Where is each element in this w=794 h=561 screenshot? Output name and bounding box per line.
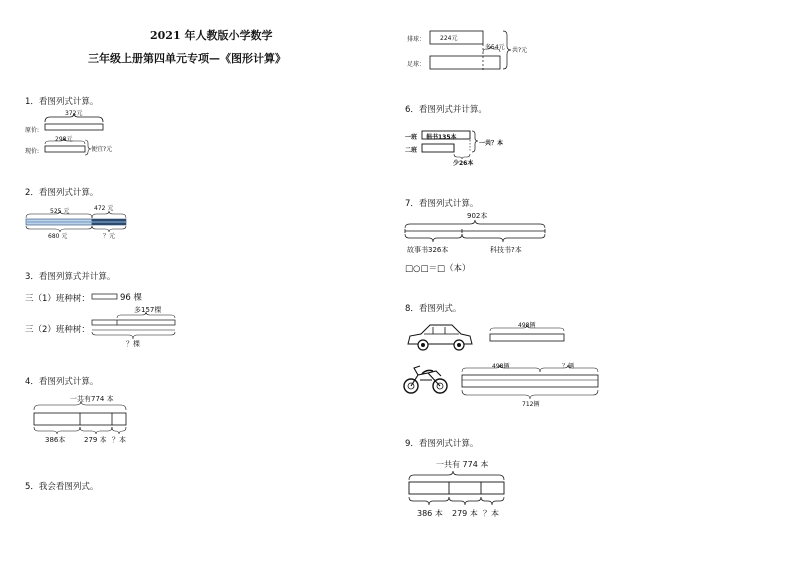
q6-row1: 一班 bbox=[405, 134, 418, 141]
q3-row2: 三（2）班种树： bbox=[25, 325, 90, 335]
q1-prompt: 1．看图列式计算。 bbox=[25, 97, 99, 107]
q7-prompt: 7．看图列式计算。 bbox=[405, 199, 479, 209]
q8-label-a: 498辆 bbox=[492, 363, 510, 370]
q4-total: 一共有774 本 bbox=[70, 395, 114, 403]
q9-label-a: 386 本 bbox=[417, 509, 443, 518]
q8-car-label: 498辆 bbox=[518, 322, 536, 329]
q7-total: 902本 bbox=[467, 212, 488, 220]
q2-label-a: 525 元 bbox=[50, 208, 70, 215]
page-title-line1: 2021 年人教版小学数学 bbox=[150, 29, 273, 42]
q6-less: 少26本 bbox=[453, 160, 474, 167]
q8-total: 712辆 bbox=[522, 401, 540, 408]
q4-label-a: 386本 bbox=[45, 436, 66, 444]
q1-top-label: 372元 bbox=[65, 110, 83, 117]
q7-formula: □○□＝□（本） bbox=[405, 264, 471, 274]
q1-mid-label: 298元 bbox=[55, 136, 73, 143]
q6-total: 一共？本 bbox=[479, 140, 504, 147]
q3-question: ？棵 bbox=[126, 340, 140, 348]
q7-label-a: 故事书326本 bbox=[407, 246, 449, 254]
q2-prompt: 2．看图列式计算。 bbox=[25, 188, 99, 198]
q2-label-d: ？元 bbox=[103, 233, 116, 240]
q8-prompt: 8．看图列式。 bbox=[405, 304, 462, 314]
q6-label: 捐书135本 bbox=[426, 134, 457, 141]
q5-more: 多54元 bbox=[485, 44, 505, 51]
q9-total: 一共有 774 本 bbox=[436, 460, 489, 469]
q3-prompt: 3．看图列算式并计算。 bbox=[25, 272, 116, 282]
q3-val1: 96 棵 bbox=[120, 293, 143, 303]
q1-cheaper-label: 便宜?元 bbox=[91, 146, 113, 153]
q8-label-b: ？辆 bbox=[562, 363, 575, 370]
q7-label-b: 科技书?本 bbox=[490, 246, 522, 254]
q2-label-b: 472 元 bbox=[94, 205, 114, 212]
q2-label-c: 680 元 bbox=[48, 233, 68, 240]
q6-prompt: 6．看图列式并计算。 bbox=[405, 105, 487, 115]
q6-row2: 二班 bbox=[405, 147, 418, 154]
q4-label-b: 279 本 bbox=[84, 436, 107, 444]
q3-more: 多157棵 bbox=[134, 306, 162, 314]
q1-row1-label: 原价: bbox=[25, 127, 40, 134]
q5-total: 共?元 bbox=[512, 47, 528, 54]
page-title-line2: 三年级上册第四单元专项—《图形计算》 bbox=[88, 52, 286, 65]
q5-row2: 足球： bbox=[407, 61, 426, 68]
q4-prompt: 4．看图列式计算。 bbox=[25, 377, 99, 387]
q9-label-c: ？本 bbox=[483, 509, 499, 518]
q5-val1: 224元 bbox=[440, 35, 458, 42]
q9-label-b: 279 本 bbox=[452, 509, 478, 518]
q4-label-c: ？本 bbox=[112, 436, 126, 444]
q9-prompt: 9．看图列式计算。 bbox=[405, 439, 479, 449]
q3-row1: 三（1）班种树： bbox=[25, 294, 90, 304]
q1-row2-label: 现价: bbox=[25, 148, 40, 155]
q5-row1: 排球： bbox=[407, 36, 426, 43]
q5-prompt: 5．我会看图列式。 bbox=[25, 482, 99, 492]
